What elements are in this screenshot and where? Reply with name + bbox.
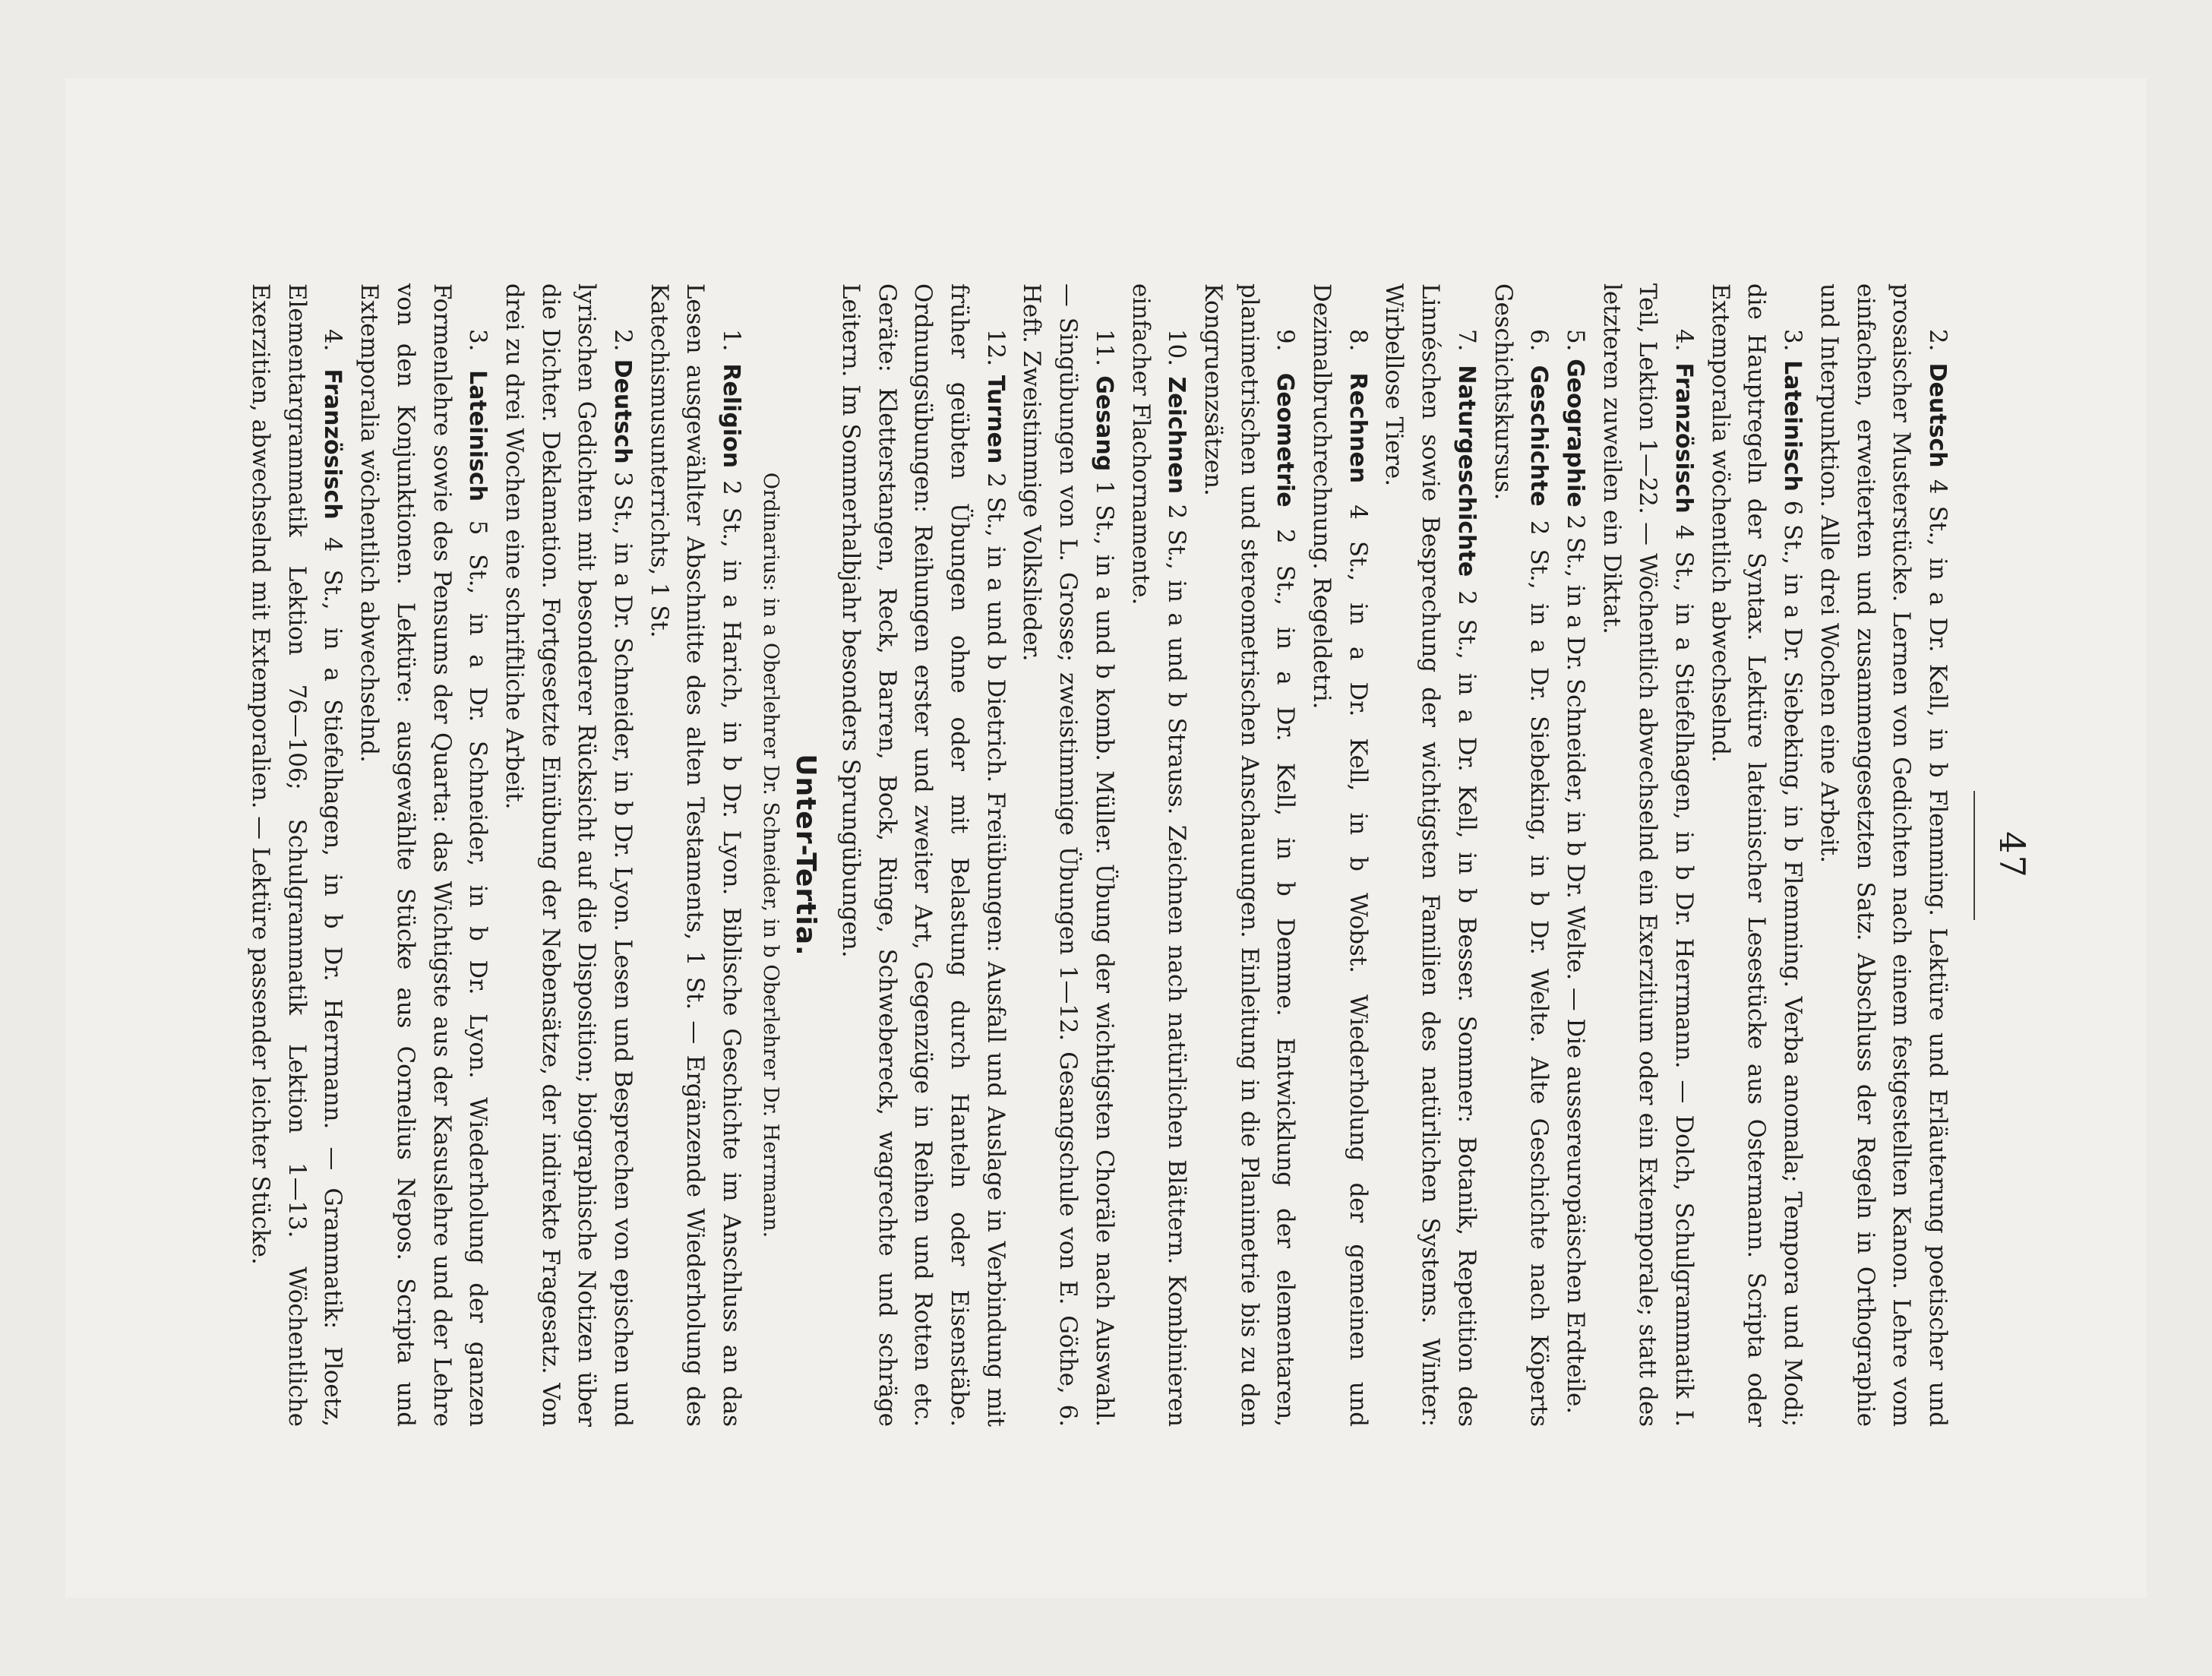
document-page: [65, 78, 2147, 1598]
paragraph-deutsch-tertia: 2. Deutsch 3 St., in a Dr. Schneider, in b Dr. Lyon. Lesen und Besprechen von epischen und lyrischen Gedichten mit besonderer Rücksicht auf die Disposition; biographische Notizen über die Dichter. Deklamation. Fortgesetzte Einübung der Nebensätze, der indirekte Fragesatz. Von drei zu drei Wochen eine schriftliche Arbeit.: [500, 283, 637, 1427]
section-title: Unter-Tertia.: [790, 754, 822, 957]
paragraph-naturgeschichte: 7. Naturgeschichte 2 St., in a Dr. Kell, in b Besser. Sommer: Botanik, Repetition des Linnéschen sowie Besprechung der wichtigsten Familien des natürlichen Systems. Winter: Wirbellose Tiere.: [1380, 283, 1480, 1428]
paragraph-zeichnen: 10. Zeichnen 2 St., in a und b Strauss. Zeichnen nach natürlichen Blättern. Kombinieren einfacher Flachornamente.: [1127, 283, 1191, 1427]
paragraph-lateinisch: 3. Lateinisch 6 St., in a Dr. Siebeking, in b Flemming. Verba anomala; Tempora und Modi; die Hauptregeln der Syntax. Lektüre lateinischer Lesestücke aus Ostermann. Scripta oder Extemporalia wöchentlich abwechselnd.: [1706, 283, 1807, 1427]
paragraph-deutsch: 2. Deutsch 4 St., in a Dr. Kell, in b Flemming. Lektüre und Erläuterung poetischer und prosaischer Musterstücke. Lernen von Gedichten nach einem festgestellten Kanon. Lehre vom einfachen, erweiterten und zusammengesetzten Satz. Abschluss der Regeln in Orthographie und Interpunktion. Alle drei Wochen eine Arbeit.: [1815, 283, 1951, 1427]
paragraph-rechnen: 8. Rechnen 4 St., in a Dr. Kell, in b Wobst. Wiederholung der gemeinen und Dezimalbruchrechnung. Regeldetri.: [1308, 283, 1372, 1427]
paragraph-geographie: 5. Geographie 2 St., in a Dr. Schneider, in b Dr. Welte. — Die aussereuropäischen Erdteile.: [1561, 329, 1589, 1415]
paragraph-geschichte: 6. Geschichte 2 St., in a Dr. Siebeking, in b Dr. Welte. Alte Geschichte nach Köperts Geschichtskursus.: [1489, 283, 1553, 1428]
paragraph-geometrie: 9. Geometrie 2 St., in a Dr. Kell, in b Demme. Entwicklung der elementaren, planimetrischen und stereometrischen Anschauungen. Einleitung in die Planimetrie bis zu den Kongruenzsätzen.: [1199, 283, 1300, 1428]
paragraph-religion: 1. Religion 2 St., in a Harich, in b Dr. Lyon. Biblische Geschichte im Anschluss an das Lesen ausgewählter Abschnitte des alten Testaments, 1 St. — Ergänzende Wiederholung des Katechismusunterrichts, 1 St.: [645, 283, 746, 1427]
page-number: 47: [1992, 831, 2033, 879]
paragraph-lateinisch-tertia: 3. Lateinisch 5 St., in a Dr. Schneider, in b Dr. Lyon. Wiederholung der ganzen Formenlehre sowie des Pensums der Quarta: das Wichtigste aus der Kasuslehre und der Lehre von den Konjunktionen. Lektüre: ausgewählte Stücke aus Cornelius Nepos. Scripta und Extemporalia wöchentlich abwechselnd.: [356, 283, 492, 1427]
ordinarius-line: Ordinarius: in a Oberlehrer Dr. Schneider, in b Oberlehrer Dr. Herrmann.: [759, 472, 783, 1238]
header-rule: [1973, 791, 1975, 920]
paragraph-gesang: 11. Gesang 1 St., in a und b komb. Müller. Übung der wichtigsten Choräle nach Auswahl. — Singübungen von L. Grosse; zweistimmige Übungen 1—12. Gesangschule von E. Göthe, 6. Heft. Zweistimmige Volkslieder.: [1018, 283, 1118, 1427]
scanned-page-rotated: [65, 78, 2147, 1598]
paragraph-franzoesisch-tertia: 4. Französisch 4 St., in a Stiefelhagen, in b Dr. Herrmann. — Grammatik: Ploetz, Elementargrammatik Lektion 76—106; Schulgrammatik Lektion 1—13. Wöchentliche Exerzitien, abwechselnd mit Extemporalien. — Lektüre passender leichter Stücke.: [247, 283, 347, 1427]
paragraph-turnen: 12. Turnen 2 St., in a und b Dietrich. Freiübungen: Ausfall und Auslage in Verbindung mit früher geübten Übungen ohne oder mit Belastung durch Hanteln oder Eisenstäbe. Ordnungsübungen: Reihungen erster und zweiter Art, Gegenzüge in Reihen und Rotten etc. Geräte: Kletterstangen, Reck, Barren, Bock, Ringe, Schwebereck, wagrechte und schräge Leitern. Im Sommerhalbjahr besonders Sprungübungen.: [836, 283, 1010, 1427]
paragraph-franzoesisch: 4. Französisch 4 St., in a Stiefelhagen, in b Dr. Herrmann. — Dolch, Schulgrammatik I. Teil, Lektion 1—22. — Wöchentlich abwechselnd ein Exerzitium oder ein Extemporale; statt des letzteren zuweilen ein Diktat.: [1597, 283, 1698, 1427]
